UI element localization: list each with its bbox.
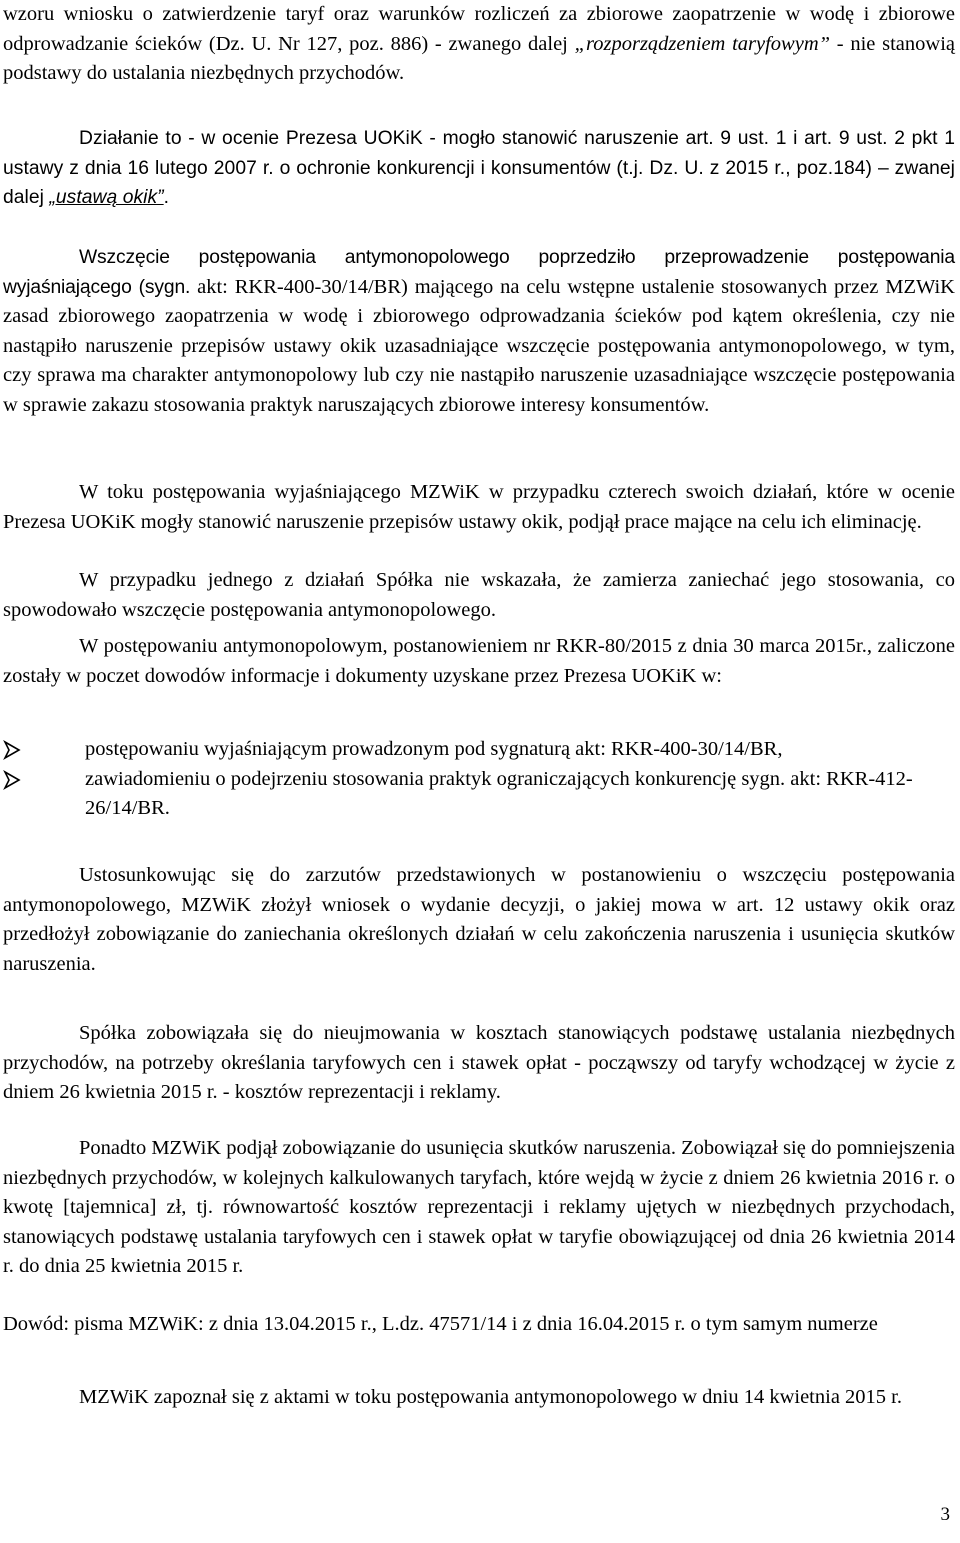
dzialanie-text: Działanie to - w ocenie Prezesa UOKiK - mogło stanowić naruszenie art. 9 ust. 1 i art. 9 ust. 2 pkt 1 ustawy z dnia 16 lutego 2007 r. o ochronie konkurencji i konsumentów (t.j. Dz. U. z 2015 r., poz.184) – zwanej dalej — [3, 128, 955, 208]
list-item — [3, 735, 955, 765]
zapoznal-text: MZWiK zapoznał się z aktami w toku postępowania antymonopolowego w dniu 14 kwietnia 2015 r. — [79, 1386, 902, 1408]
wszczecie-continuation: akt: RKR-400-30/14/BR) mającego na celu wstępne ustalenie stosowanych przez MZWiK zasad zbiorowego zaopatrzenia w wodę i zbiorowego odprowadzania ścieków pod kątem określenia, czy nie nastąpiło naruszenie przepisów ustawy okik uzasadniające wszczęcie postępowania antymonopolowego, w tym, czy sprawa ma charakter antymonopolowy lub czy nie nastąpiło naruszenie uzasadniające wszczęcie postępowania w sprawie zakazu stosowania praktyk naruszających zbiorowe interesy konsumentów. — [3, 275, 955, 416]
wszczecie-text: Wszczęcie postępowania antymonopolowego poprzedziło przeprowadzenie postępowania wyjaśniającego (sygn. — [3, 247, 955, 298]
ustosunkowujac-text: Ustosunkowując się do zarzutów przedstawionych w postanowieniu o wszczęciu postępowania antymonopolowego, MZWiK złożył wniosek o wydanie decyzji, o jakiej mowa w art. 12 ustawy okik oraz przedłożył zobowiązanie do zaniechania określonych działań w celu zakończenia naruszenia i usunięcia skutków naruszenia. — [3, 864, 955, 975]
toku-text: W toku postępowania wyjaśniającego MZWiK w przypadku czterech swoich działań, które w ocenie Prezesa UOKiK mogły stanowić naruszenie przepisów ustawy okik, podjął prace mające na celu ich eliminację. — [3, 481, 955, 533]
paragraph-postanowienie — [3, 632, 955, 691]
list-item — [3, 765, 955, 824]
dzialanie-end: . — [163, 187, 170, 208]
list-item-text: zawiadomieniu o podejrzeniu stosowania praktyk ograniczających konkurencję sygn. akt: RKR-412-26/14/BR. — [85, 767, 913, 819]
przypadku-text: W przypadku jednego z działań Spółka nie wskazała, że zamierza zaniechać jego stosowania, co spowodowało wszczęcie postępowania antymonopolowego. — [3, 569, 955, 621]
dowod-text: Dowód: pisma MZWiK: z dnia 13.04.2015 r., L.dz. 47571/14 i z dnia 16.04.2015 r. o tym samym numerze — [3, 1313, 878, 1335]
spolka-text: Spółka zobowiązała się do nieujmowania w kosztach stanowiących podstawę ustalania niezbędnych przychodów, na potrzeby określania taryfowych cen i stawek opłat - począwszy od taryfy wchodzącej w życie z dniem 26 kwietnia 2015 r. - kosztów reprezentacji i reklamy. — [3, 1022, 955, 1103]
paragraph-przypadku — [3, 566, 955, 625]
paragraph-spolka — [3, 1019, 955, 1108]
intro-emphasis: „rozporządzeniem taryfowym” — [574, 32, 831, 55]
page-number: 3 — [940, 1504, 950, 1525]
paragraph-dzialanie — [3, 124, 955, 213]
paragraph-wszczecie — [3, 243, 955, 420]
paragraph-toku — [3, 478, 955, 537]
evidence-list — [3, 735, 955, 824]
paragraph-intro — [3, 0, 955, 89]
paragraph-ponadto — [3, 1134, 955, 1282]
arrowhead-bullet-icon — [3, 765, 21, 794]
dzialanie-emphasis: „ustawą okik” — [49, 187, 164, 208]
paragraph-dowod — [3, 1310, 955, 1340]
postanowienie-text: W postępowaniu antymonopolowym, postanowieniem nr RKR-80/2015 z dnia 30 marca 2015r., zaliczone zostały w poczet dowodów informacje i dokumenty uzyskane przez Prezesa UOKiK w: — [3, 635, 955, 687]
ponadto-text: Ponadto MZWiK podjął zobowiązanie do usunięcia skutków naruszenia. Zobowiązał się do pomniejszenia niezbędnych przychodów, w kolejnych kalkulowanych taryfach, które wejdą w życie z dniem 26 kwietnia 2016 r. o kwotę [tajemnica] zł, tj. równowartość kosztów reprezentacji i reklamy ujętych w niezbędnych przychodach, stanowiących podstawę ustalania taryfowych cen i stawek opłat w taryfie obowiązującej od dnia 26 kwietnia 2014 r. do dnia 25 kwietnia 2015 r. — [3, 1137, 955, 1277]
list-item-text: postępowaniu wyjaśniającym prowadzonym pod sygnaturą akt: RKR-400-30/14/BR, — [85, 738, 783, 760]
arrowhead-bullet-icon — [3, 735, 21, 764]
intro-text: wzoru wniosku o zatwierdzenie taryf oraz warunków rozliczeń za zbiorowe zaopatrzenie w wodę i zbiorowe odprowadzanie ścieków (Dz. U. Nr 127, poz. 886) - zwanego dalej — [3, 3, 955, 55]
paragraph-ustosunkowujac — [3, 861, 955, 979]
intro-tail: - nie stanowią podstawy do ustalania niezbędnych przychodów. — [3, 32, 955, 84]
paragraph-zapoznal — [3, 1383, 955, 1413]
